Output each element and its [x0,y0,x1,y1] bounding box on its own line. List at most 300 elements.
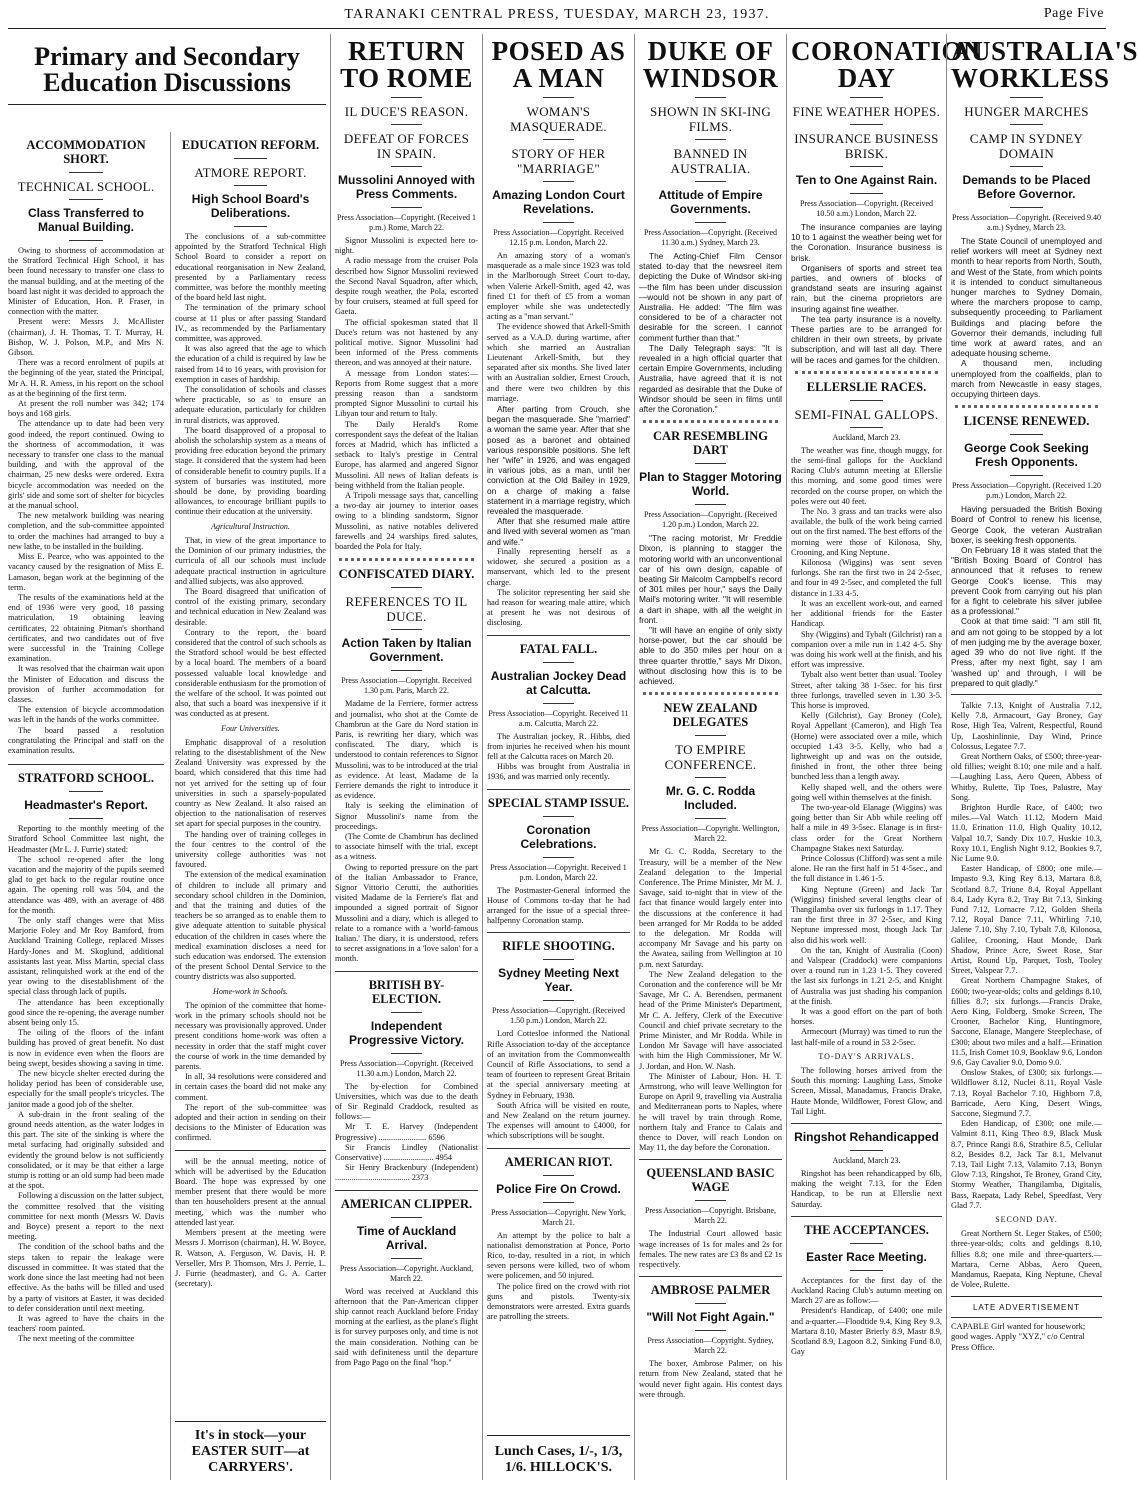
paragraph: Following a discussion on the latter subject, the committee resolved that the visiting committee for next month (Messrs W. Davis and Boyce) present a report to the next meeting. [8,1191,164,1242]
paragraph: Italy is seeking the elimination of Signor Mussolini's name from the proceedings. [335,801,478,831]
paragraph: The attendance up to date had been very good indeed, the report continued. Owing to the shortness of accommodation, it was necessary to transfer one class to the manual building, and with the approval of the chairman, 25 new desks were ordered. Extra bicycle accommodation was needed on the girls' side and some sort of shelter for bicycles at the manual school. [8,419,164,511]
accommodation-headline: ACCOMMODATION SHORT. [26,138,146,166]
paragraph: The boxer, Ambrose Palmer, on his return from New Zealand, stated that he would never fight again. His contest days were through. [639,1359,782,1399]
paragraph: (The Comte de Chambrun has declined to associate himself with the trial, except as a witness. [335,831,478,862]
paragraph: Owing to reported pressure on the part of the Italian Ambassador to France, Signor Vittorio Cerutti, the authorities visited Madame de la Ferriere's flat and impounded a signed portrait of Signor Mussolini and a diary, which is alleged to relate to a romance with a 'world-famous Italian.' The diary, it is understood, refers to secret assignations in a 'love salon' for a month. [335,862,478,964]
dateline: Press Association—Copyright. (Received 11.30 a.m.) Sydney, March 23. [643,228,778,247]
rule [391,1012,422,1013]
dotted-divider [643,692,778,695]
australias-workless-headline: AUSTRALIA'S WORKLESS [951,36,1138,93]
paragraph: On the tan, Knight of Australia (Coon) and Valspear (Craddock) were companions over a round run in 1.23 1-5. They covered the last six furlongs in 1.21 2-5, and Knight of Australia was just shading his companion at the finish. [791,945,942,1006]
paragraph: The only staff changes were that Miss Marjorie Foley and Mr Roy Bamford, from Auckland Training College, replaced Misses Hardy-Jones and M. Skoglund, additional assistants last year. Miss Martin, special class assistant, relinquished work at the end of the year owing to the disestablishment of the special class through lack of pupils. [8,915,164,997]
section-rule [487,932,630,933]
nz-delegates-headline: NEW ZEALAND DELEGATES [663,701,758,730]
page-number: Page Five [1043,6,1104,21]
section-rule [639,1276,782,1277]
paragraph: The two-year-old Elanage (Wiggins) was going better than Sir Abb while reeling off half a mile in 49 3-5sec. Elanage is in first-class order for the Great Northern Champagne Stakes next Saturday. [791,802,942,853]
paragraph: The extension of bicycle accommodation was left in the hands of the works committee. [8,705,164,725]
rule [1010,207,1043,208]
newspaper-page [8,0,1138,1485]
paragraph: Eden Handicap, of £300; one mile.—Valmint 8.11, King Theo 8.9, Black Musk 8.7, Prince Rangi 8.6, Strathire 8.5, Cellular 8.2, Besides 8.2, Jack Tar 8.1, Melvanut 7.13, Tail Light 7.13, Valamito 7.13, Bonyn Glow 7.13, Ringshot, Te Broney, Grand City, Stormy Weather, Thangilamba, Digitalis, Bass, Raepata, Lady Rebel, Speedfast, Very Glad 7.7. [951,1119,1102,1210]
dotted-divider [339,558,474,561]
dateline: Press Association—Copyright. Brisbane, March 22. [644,1206,777,1226]
rule [391,97,422,98]
atmore-report-headline: ATMORE REPORT. [194,165,307,180]
rule [234,158,267,159]
banner-rule [8,104,326,105]
rule [695,139,726,140]
paragraph: The weather was fine, though muggy, for the semi-final gallops for the Auckland Racing Club's autumn meeting at Ellerslie this morning, and some good times were recorded on the course proper, on which the poles were out 40 feet. [791,445,942,506]
rule [850,400,883,401]
paragraph: Talkie 7.13, Knight of Australia 7.12, Kelly 7.8, Armacourt, Gay Broney, Gay Rose, High Tea, Valrent, Respectful, Round Up, Laoshinlinnie, Day Wind, Prince Colossus, Legatee 7.7. [951,700,1102,751]
nz-delegates-body [639,847,782,1153]
technical-school-headline: TECHNICAL SCHOOL. [17,179,155,194]
rule [1010,434,1043,435]
rule [695,463,726,464]
dotted-divider [643,420,778,423]
paragraph: The Daily Telegraph says: "It is revealed in a high official quarter that certain Empire Governments, including Australia, have agreed that it is not regarded as desirable that the Duke of Windsor should be seen in films until after the Coronation." [639,342,782,415]
rule [695,818,726,819]
paragraph: The solicitor representing her said she had reason for wearing male attire, which at present he was not desirous of disclosing. [487,587,630,628]
easter-race-meeting-headline: Easter Race Meeting. [806,1249,927,1264]
special-stamp-body [487,886,630,927]
license-renewed-headline: LICENSE RENEWED. [963,414,1090,429]
section-rule [639,1159,782,1160]
section-rule [175,1150,326,1151]
paragraph: King Neptune (Green) and Jack Tar (Wiggins) finished several lengths clear of Thangilamba over six furlongs in 1.17. They ran the first three in 37 2-5sec, and King Neptune impressed most, though Jack Tar also did his work well. [791,884,942,945]
police-fire-headline: Police Fire On Crowd. [496,1181,621,1196]
rule [391,670,422,671]
empire-conference-headline: TO EMPIRE CONFERENCE. [664,742,757,773]
paragraph: The evidence showed that Arkell-Smith served as a V.A.D. during wartime, after which she married an Australian Lieutenant Arkell-Smith, but they separated after six months. She lived later with an Australian soldier, Ernest Crouch, and there were two children by this marriage. [487,322,630,403]
paragraph: Finally representing herself as a widower, she secured a position as a manservant, which led to the present charge. [487,546,630,587]
rule [234,185,267,186]
rule [1010,97,1043,98]
rule [543,857,574,858]
dateline: Auckland, March 23. [832,432,901,442]
by-election-body [335,1082,478,1184]
section-rule [8,764,164,765]
education-banner: Primary and Secondary Education Discussions [34,42,300,97]
paragraph: A Tripoli message says that, cancelling a two-day air journey to interior oases owing to a blinding sandstorm, Signor Mussolini, as native notables delivered farewells and 24 warships fired salutes, boarded the Pola for Italy. [335,491,478,552]
paragraph: The by-election for Combined Universities, which was due to the death of Sir Reginald Craddock, resulted as follows:— [335,1081,478,1122]
rule [695,735,726,736]
ten-to-one-headline: Ten to One Against Rain. [795,173,938,187]
american-clipper-headline: AMERICAN CLIPPER. [340,1196,473,1211]
australian-jockey-headline: Australian Jockey Dead at Calcutta. [490,668,627,697]
paragraph: Hibbs was brought from Australia in 1936, and was married only recently. [487,762,630,782]
independent-progressive-headline: Independent Progressive Victory. [349,1018,464,1047]
paragraph: Organisers of sports and street tea parties, and owners of blocks of grandstand seats are insuring against rain, but the cinema proprietors are insuring against fine weather. [791,262,942,314]
rule [391,124,422,125]
paragraph: It was agreed to have the chairs in the teachers' room painted. [8,1313,164,1334]
rule [1010,166,1043,167]
paragraph: The Minister of Labour, Hon. H. T. Armstrong, who will leave Wellington for Europe on April 9, travelling via Australia and Mediterranean ports to Naples, where he will travel by train through Rome, northern Italy and France to Calais and thence to Dover, will reach London on May 11, the day before the Coronation. [639,1071,782,1153]
paragraph: The results of the examinations held at the end of 1936 were very good, 18 passing matriculation, 19 obtaining leaving certificates, 22 obtaining Pitman's shorthand certificates, and two candidates out of five were successful in the Training College examination. [8,592,164,664]
paragraph: At present the roll number was 342; 174 boys and 168 girls. [8,399,164,419]
sydney-meeting-headline: Sydney Meeting Next Year. [498,966,619,995]
paragraph: The insurance companies are laying 10 to 1 against the weather being wet for the Coronation. Insurance business is brisk. [791,222,942,263]
agricultural-subhead: Agricultural Instruction. [211,521,290,531]
headmaster-report-body [8,824,164,1344]
acceptances-continued [951,701,1102,1291]
rule [850,1243,883,1244]
paragraph: Present were: Messrs J. McAllister (chairman), J. H. Thomas, T. T. Murray, H. Bishop, W. J. Polson, M.P., and Mrs N. Gibson. [8,317,164,358]
paragraph: The board passed a resolution congratulating the Principal and staff on the examination results. [8,725,164,755]
paragraph: Onslow Stakes, of £300; six furlongs.—Wildflower 8.12, Nuclei 8.11, Royal Vasle 7.13, Royal Bachelor 7.10, Highborn 7.8, Barricade, Aero King, Desert Wings, Saccone, Siegmund 7.7. [951,1068,1102,1119]
rodda-included-headline: Mr. G. C. Rodda Included. [665,784,756,813]
dateline: Press Association—Copyright. New York, March 21. [490,1207,627,1227]
stagger-motoring-headline: Plan to Stagger Motoring World. [639,470,782,499]
paragraph: will be the annual meeting, notice of which will be advertised by the Education Board. The hope was expressed by one member present that there would be more than ten householders present at the annual meeting, which was the number who attended last year. [175,1156,326,1227]
paragraph: Acceptances for the first day of the Auckland Racing Club's autumn meeting on March 27 are as follow:— [791,1275,942,1306]
paragraph: Cook at that time said: "I am still fit, and am not going to be stopped by a lot of men judging me by the average boxer, aged 39 who do not live right. If the Press, after my next fight, say I am 'washed up' and through, I will be prepared to quit gladly." [951,616,1102,688]
paragraph: The school re-opened after the long vacation and the majority of the pupils seemed glad to get back to the regular routine once again. The opening roll was 504, and the attendance was 489, with an average of 488 for the month. [8,854,164,915]
rule [695,97,726,98]
section-rule [487,1148,630,1149]
paragraph: A message from London states:—Reports from Rome suggest that a more pressing reason than a sandstorm prompted Signor Mussolini to curtail his Libyan tour and return to Italy. [335,368,478,419]
paragraph: The State Council of unemployed and relief workers will meet at Sydney next month to hear reports from North, South, and West of the State, from which points it is intended to conduct simultaneous hunger marches to Sydney Domain, where the marchers propose to camp, subsequently proceeding to Parliament Buildings and placing before the Governor their demands, including full time work at award rates, and an adequate housing scheme. [951,236,1102,359]
rule [543,222,574,223]
paragraph: Easter Handicap, of £800; one mile.—Impasto 9.3, King Rey 8.13, Martara 8.8, Scotland 8.7, Triune 8.4, Royal Appellant 8.4, Lady Kyra 8.2, Tray Bit 7.13, Sinking Fund 7.12, Lornacre 7.12, Golden Sheila 7.12, Royal Dance 7.11, Whirling 7.10, Jalene 7.10, Shy 7.10, Tybalt 7.8, Kilonosa, Galilee, Crooning, Haut Monde, Dark Shadow, Prince Acre, Sweet Rose, Star Artist, Round Up, Parquet, Tosh, Tooley Street, Valspear 7.7. [951,864,1102,976]
rule [695,1200,726,1201]
carryers-ad-text: It's in stock—your EASTER SUIT—at CARRYERS'. [191,1428,310,1475]
rule [850,124,883,125]
rule [391,629,422,630]
result-line: Sir Henry Brackenbury (Independent) .................................... 2373 [335,1163,478,1183]
rule [695,222,726,223]
paragraph: The handing over of training colleges in the four centres to the control of the university college authorities was not favoured. [175,829,326,870]
section-rule [791,1123,942,1124]
action-taken-headline: Action Taken by Italian Government. [341,636,472,665]
section-rule [487,789,630,790]
paragraph: The oiling of the floors of the infant building has proved of great benefit. No dust is now in evidence even when the floors are being swept, besides showing a saving in time. [8,1028,164,1068]
return-to-rome-body [335,236,478,552]
rule [543,181,574,182]
rifle-shooting-headline: RIFLE SHOOTING. [502,939,615,954]
paragraph: The official spokesman stated that Il Duce's return was not hastened by any political motive. Signor Mussolini had been informed of the Press comments thereon, and was annoyed at their nature. [335,317,478,368]
rule [69,240,103,241]
paragraph: The Daily Herald's Rome correspondent says the defeat of the Italian forces at Madrid, which has inflicted a setback to Italy's prestige in Central Europe, has alarmed and angered Signor Mussolini. All news of Italian defeats is being withheld from the Italian people. [335,419,478,490]
rule [543,1202,574,1203]
insurance-brisk-headline: INSURANCE BUSINESS BRISK. [794,131,939,161]
duke-of-windsor-body [639,251,782,414]
paragraph: Signor Mussolini is expected here to-night. [335,236,478,256]
court-revelations-headline: Amazing London Court Revelations. [492,188,625,216]
george-cook-headline: George Cook Seeking Fresh Opponents. [964,441,1089,470]
rule [695,777,726,778]
posed-as-a-man-headline: POSED AS A MAN [491,36,626,93]
semi-final-gallops-headline: SEMI-FINAL GALLOPS. [794,406,939,422]
paragraph: Word was received at Auckland this afternoon that the Pan-American clipper ship cannot reach Auckland before Friday morning at the earliest, as the plane's flight is for survey purposes only, and time is not the main consideration. Nothing can be said with definiteness until the departure from Pago Pago on the final "hop." [335,1286,478,1368]
australias-workless-column [946,34,1138,1480]
section-rule [335,971,478,972]
paragraph: Shy (Wiggins) and Tybalt (Gilchrist) ran a companion over a mile run in 1.42 4-5. Shy was doing his work well at the finish, and his effort was impressive. [791,629,942,670]
fine-weather-headline: FINE WEATHER HOPES. [792,104,941,119]
ringshot-headline: Ringshot Rehandicapped [794,1130,939,1145]
paragraph: There was a record enrolment of pupils at the beginning of the year, stated the Principal, Mr A. H. R. Amess, in his report on the school as at the beginning of the first term. [8,358,164,398]
acceptances-headline: THE ACCEPTANCES. [804,1222,929,1237]
paragraph: Mr G. C. Rodda, Secretary to the Treasury, will be a member of the New Zealand delegation to the Imperial Conference. The Prime Minister, Mr M. J. Savage, said to-night that in view of the fact that finance would largely enter into the discussions at the conference it had been arranged for Mr Rodda to be added to the delegation. Mr Rodda will accompany Mr Savage and his party on the Awatea, sailing from Wellington at 10 p.m. next Saturday. [639,847,782,969]
rule [695,1330,726,1331]
paragraph: On February 18 it was stated that the "British Boxing Board of Control has announced that it refuses to renew George Cook's license. This may prevent Cook from carrying out his plan for a fight to celebrate his silver jubilee as a professional." [951,545,1102,617]
paragraph: The report of the sub-committee was adopted and their action in sending on their decisions to the Minister of Education was confirmed. [175,1102,326,1143]
paragraph: Members present at the meeting were Messrs J. Morrison (chairman), H. W. Boyce, R. Watson, A. Ferguson, W. Davis, H. P. Verseller, Mrs P. Thomson, Mrs J. Perrie, L. J. Furrie (headmaster), and G. A. Carter (secretary). [175,1228,326,1289]
rule [951,1317,1102,1318]
paragraph: That, in view of the great importance to the Dominion of our primary industries, the curricula of all our schools must include adequate practical instruction in agriculture and allied subjects, was also approved. [175,535,326,586]
paragraph: Owing to shortness of accommodation at the Stratford Technical High School, it has been found necessary to transfer one class to the manual building, and at the meeting of the board last night it was decided to approach the Minister of Education, Hon. P. Fraser, in connection with the matter. [8,246,164,317]
hunger-marches-headline: HUNGER MARCHES [964,104,1089,119]
paragraph: Kelly shaped well, and the others were going well within themselves at the finish. [791,782,942,802]
rule [1010,124,1043,125]
paragraph: Having persuaded the British Boxing Board of Control to renew his license, George Cook, the veteran Australian boxer, is seeking fresh opponents. [951,504,1102,545]
paragraph: The Industrial Court allowed basic wage increases of 1s for males and 2s for females. The new rates are £3 8s and £2 1s respectively. [639,1229,782,1269]
acceptances-body [791,1276,942,1358]
rule [543,1175,574,1176]
paragraph: Reporting to the monthly meeting of the Stratford School Committee last night, the Headmaster (Mr L. J. Furrie) stated: [8,824,164,854]
paragraph: The following horses arrived from the South this morning: Laughing Lass, Smoke Screen, Missal, Manadamus, Francis Drake, Haute Monde, Wildflower, Forest Glow, and Tail Light. [791,1066,942,1116]
story-of-her-marriage-headline: STORY OF HER "MARRIAGE" [511,146,606,176]
ski-ing-films-headline: SHOWN IN SKI-ING FILMS. [649,104,772,134]
paragraph: The Board disagreed that unification of control of the existing primary, secondary and technical education in New Zealand was desirable. [175,586,326,627]
paragraph: It was also agreed that the age to which the education of a child is required by law be raised from 14 to 16 years, with provision for exemption in cases of hardship. [175,344,326,384]
queensland-wage-body [639,1229,782,1270]
paragraph: "It will have an engine of only sixty horse-power, but the car should be able to do 350 miles per hour on a three quarter throttle," says Mr Dixon, without disclosing how this is to be achieved. [639,625,782,687]
workless-body [951,236,1102,399]
rule [543,1000,574,1001]
british-by-election-headline: BRITISH BY-ELECTION. [368,977,445,1006]
coronation-day-column [786,34,984,1480]
ambrose-palmer-body [639,1359,782,1400]
paragraph: Lord Cottesloe informed the National Rifle Association to-day of the acceptance of an invitation from the Commonwealth Council of Rifle Associations, to send a team of fourteen to represent Great Britain at the special anniversary meeting at Sydney in February, 1938. [487,1029,630,1100]
dotted-divider [955,405,1098,408]
paragraph: Emphatic disapproval of a resolution relating to the disestablishment of the New Zealand University was expressed by the board, which considered that this time had not yet arrived for the setting up of four universities in such a sparsely-populated country as New Zealand. It also raised an objection to the nationalisation of reserves set apart for special purposes in the country. [175,737,326,829]
american-riot-headline: AMERICAN RIOT. [504,1154,613,1169]
paragraph: After parting from Crouch, she began the masquerade. She "married" a woman the same year. After that she posed as a baronet and obtained various responsible positions. She left her "wife" in 1926, and was engaged in various jobs, as a man, until her conviction at the Old Bailey in 1929, on a charge of making a false statement in a marriage registry, which revealed the masquerade. [487,404,630,517]
paragraph: Great Northern St. Leger Stakes, of £500; three-year-olds; colts and geldings 8.10, fillies 8.8; one mile and three-quarters.—Martara, Cerne Abbas, Aero Queen, Mandamus, Raepata, King Neptune, Cheval de Volee, Rulette. [951,1229,1102,1290]
queensland-wage-headline: QUEENSLAND BASIC WAGE [646,1166,775,1195]
paragraph: "The racing motorist, Mr Freddie Dixon, is planning to stagger the motoring world with an unconventional car of his own design, capable of beating Sir Malcolm Campbell's record of 301 miles per hour," says the Daily Mail's motoring writer. "It will resemble a dart in shape, with all the weight in front. [639,533,782,625]
paragraph: A sub-drain in the front sealing of the ground needs attention, as the water lodges in this part. The site of the sinking is where the metal surfacing had originally subsided and evidently the ground below is not sufficiently consolidated, or it may be that either a large stump is rotting or an old sump had been made at the spot. [8,1109,164,1191]
posed-as-a-man-body [487,251,630,629]
education-reform-article [170,132,326,1480]
rule [543,662,574,663]
accommodation-body [8,246,164,756]
paragraph: The board disapproved of a proposal to abolish the scholarship system as a means of providing free education beyond the primary stage. It considered that the system had been of considerable benefit to country pupils. If a system of bursaries was instituted, more should be done, by providing boarding allowances, to encourage brilliant pupils to continue their education at the university. [175,425,326,517]
paragraph: The New Zealand delegation to the Coronation and the conference will be Mr Savage, Mr C. A. Berendsen, permanent head of the Prime Minister's Department, Mr C. A. Jeffery, Clerk of the Executive Council and chief private secretary to the Prime Minister, and Mr Rodda. While in London Mr Savage will have associated with him the High Commissioner, Mr W. J. Jordan, and Hon. W. Nash. [639,969,782,1071]
dateline: Press Association—Copyright. (Received 11.30 a.m.) London, March 22. [339,1058,474,1078]
paragraph: The attendance has been exceptionally good since the re-opening, the average number absent being only 15. [8,997,164,1028]
paragraph: It was resolved that the chairman wait upon the Minister of Education and discuss the provision of further accommodation for classes. [8,664,164,704]
paragraph: Kilonosa (Wiggins) was sent seven furlongs. She ran the first two in 24 2-5sec, and four in 49 2-5sec, and completed the full distance in 1.33 4-5. [791,558,942,598]
ellerslie-body [791,446,942,1117]
rule [543,816,574,817]
carryers-advertisement [175,1421,326,1476]
result-line: Sir Francis Lindley (Nationalist Conservative) ........................ 4954 [335,1142,478,1162]
todays-arrivals-subhead: TO-DAY'S ARRIVALS. [818,1051,915,1061]
paragraph: Brighton Hurdle Race, of £400; two miles.—Val Watch 11.12, Modern Maid 11.0, Erination 11.0, High Quality 10.12, Valpal 10.7, Sandy Dix 10.7, Huskie 10.3, Roxy 10.1, English Night 9.12, Bookies 9.7, Nic Lume 9.0. [951,802,1102,863]
american-clipper-body [335,1287,478,1369]
section-rule [951,1296,1102,1297]
paragraph: It was an excellent work-out, and earned her additional friends for the Easter Handicap. [791,598,942,629]
paragraph: Armecourt (Murray) was timed to run the last half-mile of a round in 53 2-5sec. [791,1027,942,1047]
paragraph: The extension of the medical examination of children to include all primary and secondary school children in the Dominion, and that the training and duties of the teachers be so arranged as to enable them to give adequate attention to suitable physical education of the children in cases where the medical examination discloses a need for such education was endorsed. The extension of the present School Dental Service to the country districts was also supported. [175,870,326,982]
dateline: Press Association—Copyright. Received 1.30 p.m. Paris, March 22. [341,676,472,696]
paragraph: The termination of the primary school course at 11 plus or after passing Standard IV., as recommended by the Parliamentary committee, was approved. [175,303,326,344]
rule [850,1150,883,1151]
paragraph: Ringshot has been rehandicapped by 6lb, making the weight 7.13, for the Eden Handicap, to be run at Ellerslie next Saturday. [791,1169,942,1209]
defeat-of-forces-headline: DEFEAT OF FORCES IN SPAIN. [343,131,470,161]
license-body [951,504,1102,688]
return-to-rome-headline: RETURN TO ROME [340,36,473,93]
paragraph: The Postmaster-General informed the House of Commons to-day that he had arranged for the issue of a special three-halfpenny Coronation stamp. [487,885,630,926]
rule [543,959,574,960]
empire-governments-headline: Attitude of Empire Governments. [658,188,763,216]
paragraph: The Acting-Chief Film Censor stated to-day that the newsreel item depicting the Duke of Windsor ski-ing—the film has been under discussion—would not be shown in any part of Australia. He added: "The film was considered to be of a character not desirable for the screen. I cannot comment further than that." [639,251,782,343]
section-rule [951,694,1102,695]
paragraph: An attempt by the police to halt a nationalist demonstration at Ponce, Porto Rico, to-day, resulted in a riot, in which seven persons were killed, two of whom were policemen, and 50 injured. [487,1230,630,1281]
paragraph: After that she resumed male attire and lived with several women as "man and wife." [487,516,630,547]
universities-subhead: Four Universities. [221,723,280,733]
rule [69,791,103,792]
rule [695,1303,726,1304]
paragraph: Contrary to the report, the board considered that the control of such schools as the Stratford school would be best effected by a local board. The members of a board possessed valuable local knowledge and considerable enthusiasm for the promotion of the welfare of the school. It was pointed out also, that such a board was inexpensive if it was conducted as at present. [175,627,326,719]
late-advertisement-head: LATE ADVERTISEMENT [972,1303,1081,1313]
will-not-fight-headline: "Will Not Fight Again." [646,1310,775,1325]
paragraph: The condition of the school baths and the steps taken to repair the leakage were discussed in committee. It was stated that the work done since the last meeting had not been effective. As the baths will be filled and used by a party of visitors at Easter, it was decided to defer consideration until next meeting. [8,1242,164,1313]
dateline: Press Association—Copyright. Sydney, March 22. [647,1336,774,1356]
duke-of-windsor-column [634,34,786,1480]
return-to-rome-column [330,34,482,1480]
paragraph: The conclusions of a sub-committee appointed by the Stratford Technical High School Board to consider a report on educational reorganisation in New Zealand, presented by a Parliamentary recess committee, was before the monthly meeting of the board held last night. [175,232,326,303]
dateline: Press Association—Copyright. (Received 1 p.m.) Rome, March 22. [336,213,477,232]
paragraph: South Africa will be visited en route, and New Zealand on the return journey. The expenses will amount to £4000, for which subscriptions will be sought. [487,1100,630,1141]
auckland-arrival-headline: Time of Auckland Arrival. [356,1223,457,1252]
il-duce-reason-headline: IL DUCE'S REASON. [344,104,469,119]
section-rule [335,1190,478,1191]
section-rule [487,635,630,636]
education-reform-headline: EDUCATION REFORM. [181,138,320,152]
rule [1010,475,1043,476]
dateline: Auckland, March 23. [832,1156,901,1166]
rule [695,504,726,505]
rule [234,226,267,227]
paragraph: The opinion of the committee that home-work in the primary schools should not be necessary was provisionally approved. Under present conditions home-work was often a necessity in order that the staff might cover the course of work in the time demanded by parents. [175,1000,326,1072]
paragraph: A radio message from the cruiser Pola described how Signor Mussolini reviewed the Second Naval Squadron, after which, despite rough weather, the Pola, escorted by four cruisers, steamed at full speed for Gaeta. [335,256,478,317]
homework-subhead: Home-work in Schools. [213,986,288,996]
paragraph: A thousand men, including unemployed from the coalfields, plan to march from Newcastle in easy stages, occupying thirteen days. [951,358,1102,400]
education-section [8,34,326,1480]
paragraph: Madame de la Ferriere, former actress and journalist, who shot at the Comte de Chambrun at the Gare du Nord station in Paris, is rewriting her diary, which was confiscated. The diary, which is understood to contain references to Signor Mussolini, was to be introduced at the trial as evidence. At least, Madame de la Ferriere demands the right to introduce it as evidence. [335,699,478,801]
fatal-fall-body [487,732,630,783]
paragraph: In all, 34 resolutions were considered and in certain cases the board did not make any comment. [175,1072,326,1102]
dateline: Press Association—Copyright. Received 1 p.m. London, March 22. [490,862,627,882]
high-school-board-headline: High School Board's Deliberations. [191,192,310,220]
dateline: Press Association—Copyright. (Received 9.40 a.m.) Sydney, March 23. [951,213,1102,232]
paragraph: The police fired on the crowd with riot guns and pistols. Twenty-six demonstrators were arrested. Extra guards are patrolling the streets. [487,1281,630,1322]
rule [391,1258,422,1259]
dateline: Press Association—Copyright. (Received 1.20 p.m.) London, March 22. [951,481,1102,501]
section-rule [791,1216,942,1217]
fatal-fall-headline: FATAL FALL. [519,641,598,656]
rule [543,703,574,704]
masthead-title: TARANAKI CENTRAL PRESS, TUESDAY, MARCH 23, 1937. [344,7,770,22]
paragraph: An amazing story of a woman's masquerade as a male since 1923 was told in the Marlborough Street Court to-day, when Valerie Arkell-Smith, aged 42, was fined £1 for theft of £5 from a woman employer while she was undetectedly acting as a "man servant." [487,251,630,322]
hillocks-advertisement [487,1435,630,1476]
american-riot-body [487,1231,630,1323]
rule [543,139,574,140]
confiscated-diary-headline: CONFISCATED DIARY. [338,567,475,582]
rule [391,1053,422,1054]
special-stamp-headline: SPECIAL STAMP ISSUE. [487,795,630,810]
ringshot-body [791,1169,942,1210]
dotted-divider [795,371,938,374]
rule [850,427,883,428]
rule [69,172,103,173]
rule [391,166,422,167]
coronation-day-headline: CORONATION DAY [791,36,984,93]
demands-governor-headline: Demands to be Placed Before Governor. [962,173,1091,201]
rule [69,818,103,819]
references-headline: REFERENCES TO IL DUCE. [345,594,468,625]
paragraph: Kelly (Gilchrist), Gay Broney (Cole), Royal Appellant (Cameron), and High Tea (Horne) were associated over a mile, which occupied 1.43 3-5. Kelly, who had a lightweight up and was on the outside, finished in front, the other three being bunched less than a length away. [791,711,942,782]
dateline: Press Association—Copyright. Auckland, March 22. [339,1263,474,1283]
stratford-school-headline: STRATFORD SCHOOL. [18,771,154,786]
rule [391,207,422,208]
mussolini-annoyed-headline: Mussolini Annoyed with Press Comments. [338,173,475,201]
masthead [8,2,1106,29]
womans-masquerade-headline: WOMAN'S MASQUERADE. [510,104,607,134]
confiscated-diary-body [335,699,478,964]
dateline: Press Association—Copyright. Wellington, March 22. [641,824,780,844]
paragraph: Great Northern Oaks, of £500; three-year-old fillies; weight 8.10; one mile and a half.—Laughing Lass, Aero Queen, Abbess of Whitby, Rulette, Tip Toes, Palustre, May Song. [951,751,1102,802]
dateline: Press Association—Copyright. Received 12.15 p.m. London, March 22. [493,228,624,247]
paragraph: The tea party insurance is a novelty. These parties are to be arranged for children in their own streets, by private subscription, and will last all day. There will be races and games for the children. [791,313,942,365]
paragraph: Prince Colossus (Clifford) was sent a mile alone. He ran the first half in 51 4-5sec., and the full distance in 1.46 1-5. [791,853,942,884]
car-resembling-dart-headline: CAR RESEMBLING DART [653,429,768,458]
rule [850,97,883,98]
paragraph: Great Northern Champagne Stakes, of £600; two-year-olds; colts and geldings 8.10, fillies 8.7; six furlongs.—Francis Drake, Aero King, Foldberg, Smoke Screen, The Crooner, Bachelor King, Huntingmore, Saccone, Elanage, Mangere Steeplechase, of £300; about two miles and a half.—Erination 11.5, Irish Comet 10.9, Booklaw 9.6, London 9.6, Gay Cavalier 9.0, Domo 9.0. [951,976,1102,1068]
paragraph: The next meeting of the committee [18,1334,135,1344]
car-dart-body [639,533,782,686]
paragraph: The Australian jockey, R. Hibbs, died from injuries he received when his mount fell at the Calcutta races on March 20. [487,731,630,761]
late-advertisement-text: CAPABLE Girl wanted for housework; good wages. Apply "XYZ," c/o Central Press Office. [951,1320,1086,1352]
dateline: Press Association—Copyright. (Received 1.20 p.m.) London, March 22. [643,510,778,530]
ellerslie-races-headline: ELLERSLIE RACES. [806,379,927,394]
ambrose-palmer-headline: AMBROSE PALMER [650,1283,771,1298]
education-reform-body [175,232,326,1289]
paragraph: The new metalwork building was nearing completion, and the sub-committee appointed to order the machines had arranged to buy a new lathe, to be installed in the building. [8,511,164,551]
duke-of-windsor-headline: DUKE OF WINDSOR [642,36,779,93]
paragraph: The new bicycle shelter erected during the holiday period has been of considerable use, especially for the small people's tricycles. The janitor made a good job of the shelter. [8,1069,164,1109]
paragraph: President's Handicap, of £400; one mile and a-quarter.—Floodtide 9.4, King Rey 9.3, Martara 8.10, Master Brierly 8.9, Mastr 8.9, Scotland 8.9, Lagoon 8.2, Sinking Fund 8.0, Gay [791,1306,942,1357]
dateline: Press Association—Copyright. (Received 1.50 p.m.) London, March 22. [491,1006,626,1026]
rule [391,587,422,588]
rule [850,1270,883,1271]
rifle-shooting-body [487,1029,630,1141]
posed-as-a-man-column [482,34,634,1480]
paragraph: Tybalt also went better than usual. Tooley Street, after taking 38 1-5sec. for his first three furlongs, travelled seven in 1.30 3-5. This horse is improved. [791,670,942,710]
banned-in-australia-headline: BANNED IN AUSTRALIA. [670,146,751,176]
rule [543,97,574,98]
hillocks-ad-text: Lunch Cases, 1/-, 1/3, 1/6. HILLOCK'S. [494,1444,623,1475]
rule [850,166,883,167]
accommodation-article [8,132,164,1345]
dateline: Press Association—Copyright. (Received 10.50 a.m.) London, March 22. [799,199,934,218]
rule [69,199,103,200]
rule [391,1217,422,1218]
rule [695,181,726,182]
